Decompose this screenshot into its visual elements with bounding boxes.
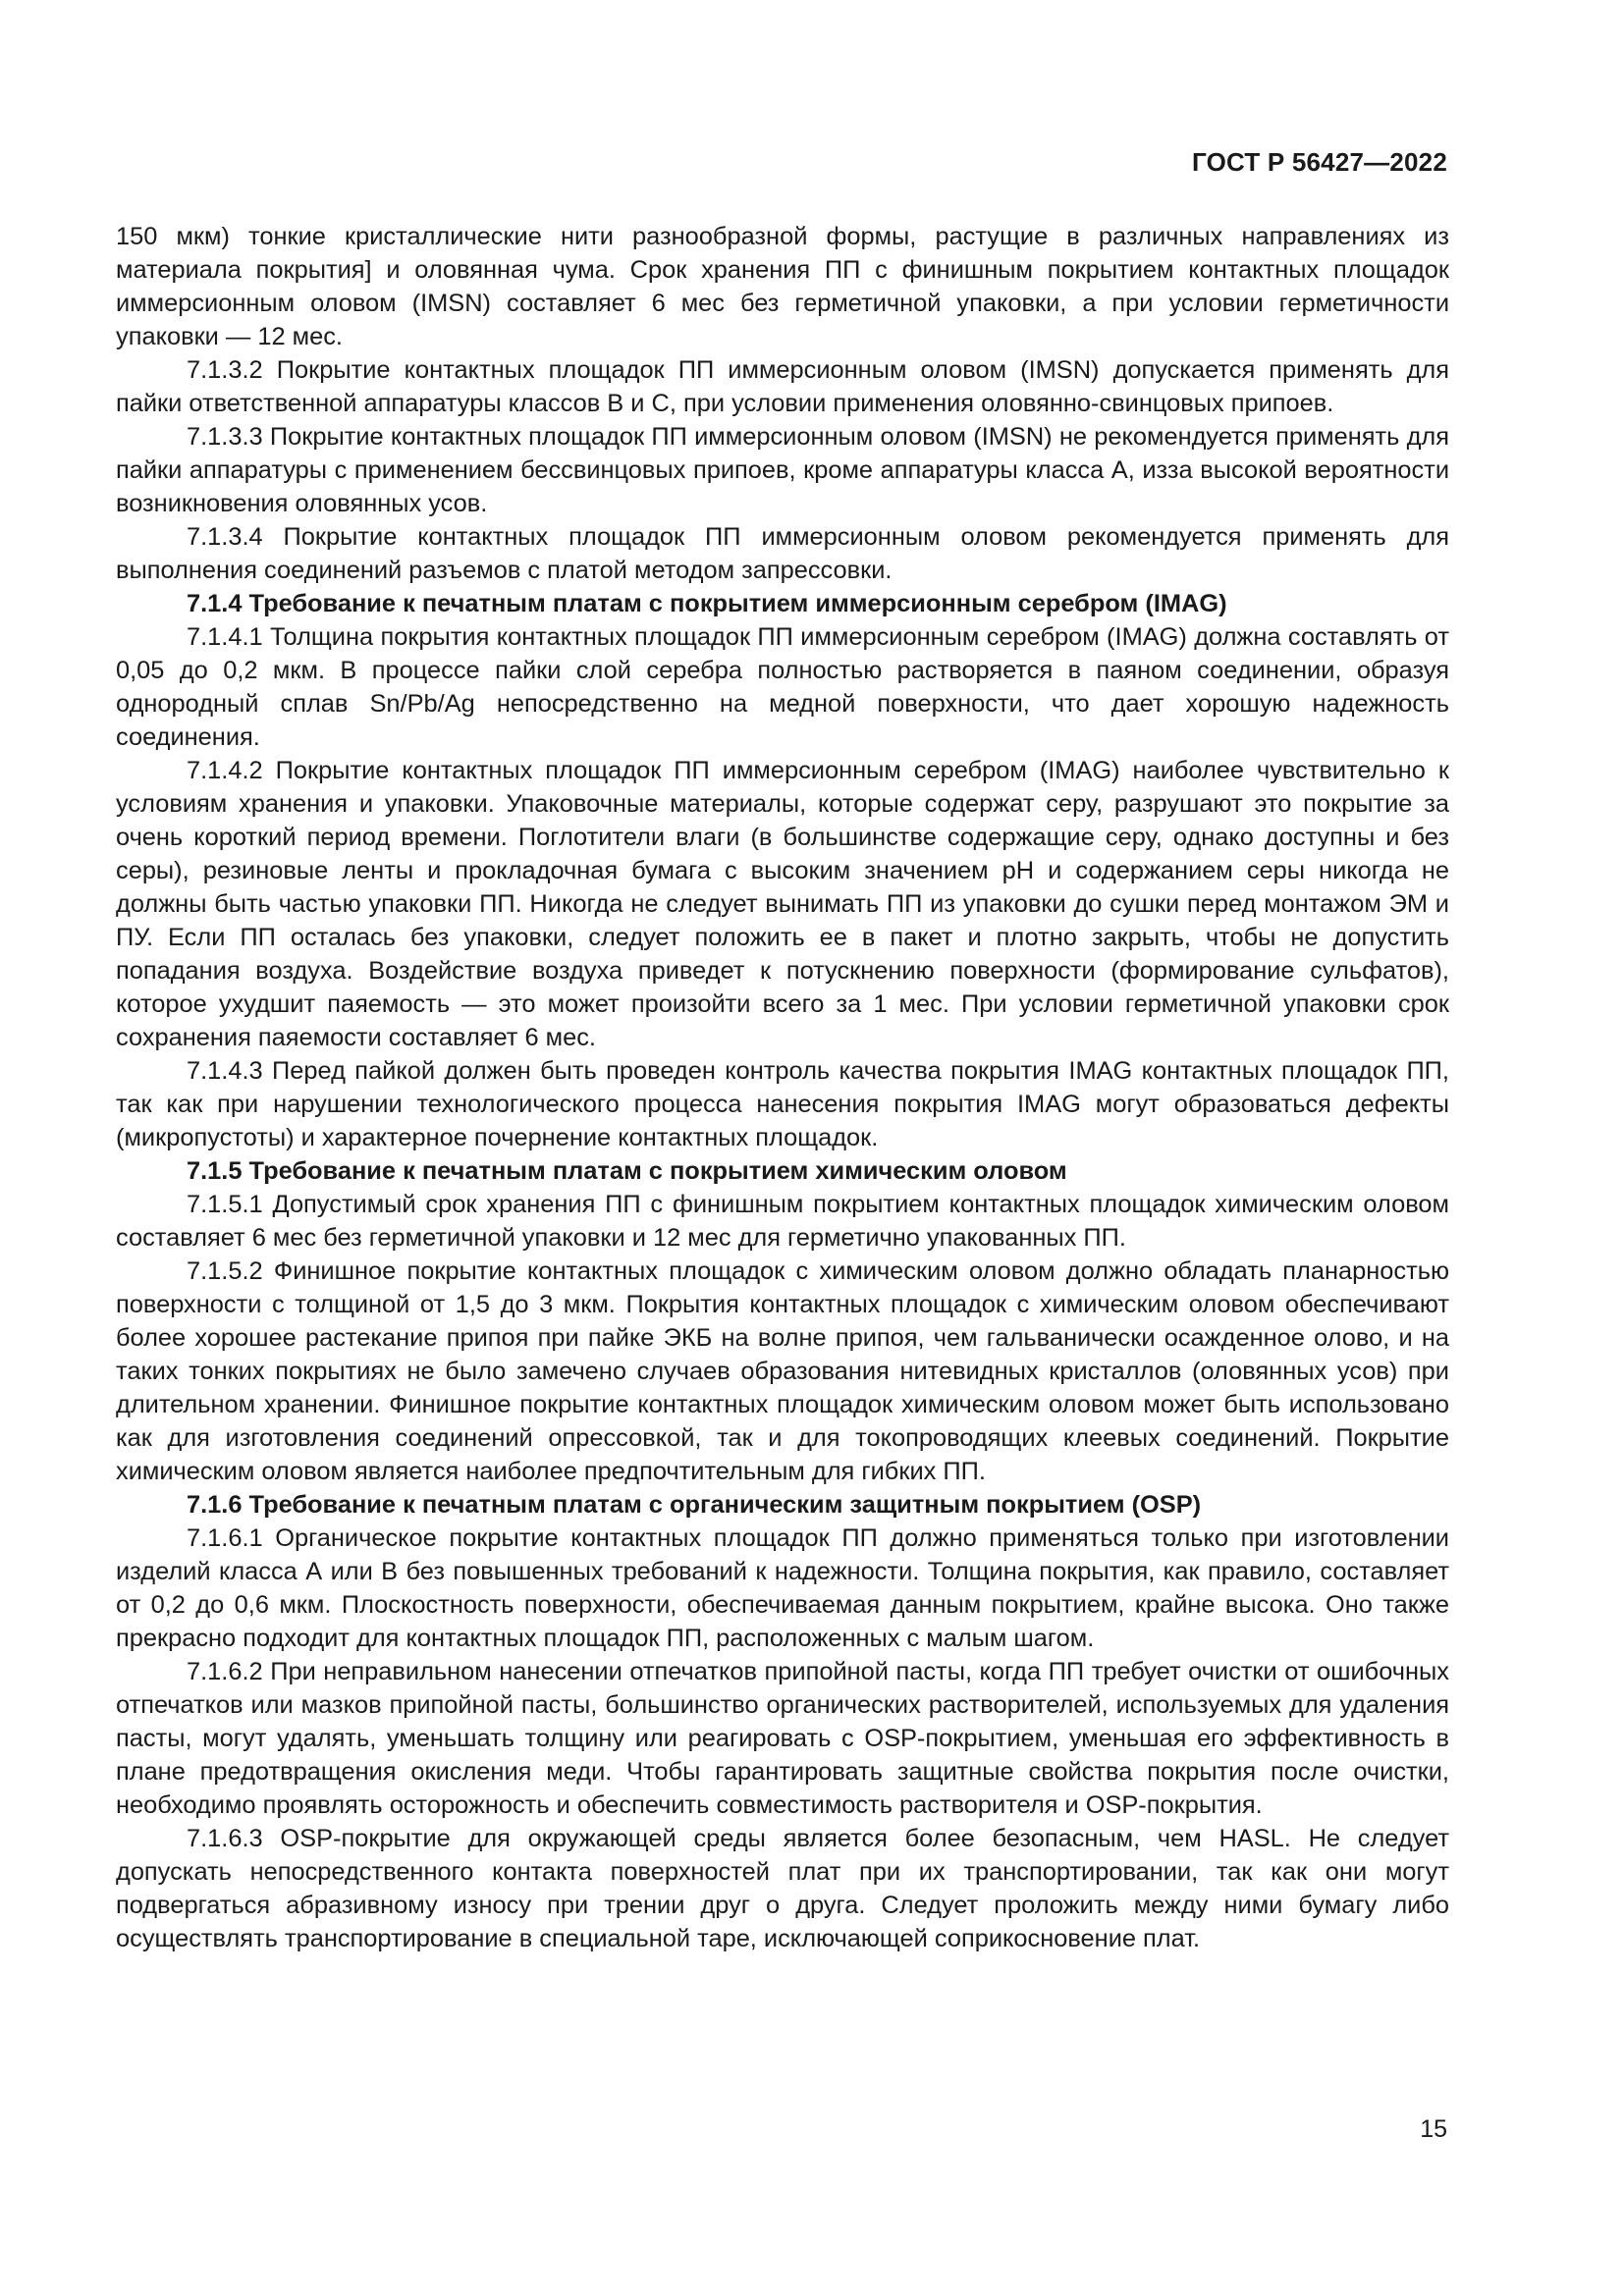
paragraph-7-1-4-3: 7.1.4.3 Перед пайкой должен быть проведен контроль качества покрытия IMAG контактных площадок ПП, так как при нарушении технологического процесса нанесения покрытия IMAG могут образоваться дефекты (микропустоты) и характерное почернение контактных площадок.: [116, 1057, 1449, 1151]
document-header: ГОСТ Р 56427—2022: [1192, 147, 1447, 177]
document-body: [116, 220, 1449, 1955]
paragraph-7-1-3-3: 7.1.3.3 Покрытие контактных площадок ПП иммерсионным оловом (IMSN) не рекомендуется применять для пайки аппаратуры с применением бессвинцовых припоев, кроме аппаратуры класса А, изза высокой вероятности возникновения оловянных усов.: [116, 423, 1449, 517]
paragraph-7-1-4-1: 7.1.4.1 Толщина покрытия контактных площадок ПП иммерсионным серебром (IMAG) должна составлять от 0,05 до 0,2 мкм. В процессе пайки слой серебра полностью растворяется в паяном соединении, образуя однородный сплав Sn/Pb/Ag непосредственно на медной поверхности, что дает хорошую надежность соединения.: [116, 623, 1449, 751]
paragraph-7-1-5-2: 7.1.5.2 Финишное покрытие контактных площадок с химическим оловом должно обладать планарностью поверхности с толщиной от 1,5 до 3 мкм. Покрытия контактных площадок с химическим оловом обеспечивают более хорошее растекание припоя при пайке ЭКБ на волне припоя, чем гальванически осажденное олово, и на таких тонких покрытиях не было замечено случаев образования нитевидных кристаллов (оловянных усов) при длительном хранении. Финишное покрытие контактных площадок химическим оловом может быть использовано как для изготовления соединений опрессовкой, так и для токопроводящих клеевых соединений. Покрытие химическим оловом является наиболее предпочтительным для гибких ПП.: [116, 1257, 1449, 1485]
paragraph-continuation: 150 мкм) тонкие кристаллические нити разнообразной формы, растущие в различных направлениях из материала покрытия] и оловянная чума. Срок хранения ПП с финишным покрытием контактных площадок иммерсионным оловом (IMSN) составляет 6 мес без герметичной упаковки, а при условии герметичности упаковки — 12 мес.: [116, 223, 1449, 350]
paragraph-7-1-6-3: 7.1.6.3 OSP-покрытие для окружающей среды является более безопасным, чем HASL. Не следует допускать непосредственного контакта поверхностей плат при их транспортировании, так как они могут подвергаться абразивному износу при трении друг о друга. Следует проложить между ними бумагу либо осуществлять транспортирование в специальной таре, исключающей соприкосновение плат.: [116, 1825, 1449, 1952]
paragraph-7-1-4-2: 7.1.4.2 Покрытие контактных площадок ПП иммерсионным серебром (IMAG) наиболее чувствительно к условиям хранения и упаковки. Упаковочные материалы, которые содержат серу, разрушают это покрытие за очень короткий период времени. Поглотители влаги (в большинстве содержащие серу, однако доступны и без серы), резиновые ленты и прокладочная бумага с высоким значением pH и содержанием серы никогда не должны быть частью упаковки ПП. Никогда не следует вынимать ПП из упаковки до сушки перед монтажом ЭМ и ПУ. Если ПП осталась без упаковки, следует положить ее в пакет и плотно закрыть, чтобы не допустить попадания воздуха. Воздействие воздуха приведет к потускнению поверхности (формирование сульфатов), которое ухудшит паяемость — это может произойти всего за 1 мес. При условии герметичной упаковки срок сохранения паяемости составляет 6 мес.: [116, 757, 1449, 1051]
section-heading-7-1-4: 7.1.4 Требование к печатным платам с покрытием иммерсионным серебром (IMAG): [187, 590, 1227, 617]
section-heading-7-1-5: 7.1.5 Требование к печатным платам с покрытием химическим оловом: [187, 1157, 1067, 1185]
paragraph-7-1-3-2: 7.1.3.2 Покрытие контактных площадок ПП иммерсионным оловом (IMSN) допускается применять для пайки ответственной аппаратуры классов В и С, при условии применения оловянно-свинцовых припоев.: [116, 356, 1449, 417]
paragraph-7-1-6-2: 7.1.6.2 При неправильном нанесении отпечатков припойной пасты, когда ПП требует очистки от ошибочных отпечатков или мазков припойной пасты, большинство органических растворителей, используемых для удаления пасты, могут удалять, уменьшать толщину или реагировать с OSP-покрытием, уменьшая его эффективность в плане предотвращения окисления меди. Чтобы гарантировать защитные свойства покрытия после очистки, необходимо проявлять осторожность и обеспечить совместимость растворителя и OSP-покрытия.: [116, 1658, 1449, 1819]
section-heading-7-1-6: 7.1.6 Требование к печатным платам с органическим защитным покрытием (OSP): [187, 1491, 1202, 1519]
page-number: 15: [1420, 2115, 1447, 2143]
paragraph-7-1-5-1: 7.1.5.1 Допустимый срок хранения ПП с финишным покрытием контактных площадок химическим оловом составляет 6 мес без герметичной упаковки и 12 мес для герметично упакованных ПП.: [116, 1191, 1449, 1252]
paragraph-7-1-6-1: 7.1.6.1 Органическое покрытие контактных площадок ПП должно применяться только при изготовлении изделий класса А или В без повышенных требований к надежности. Толщина покрытия, как правило, составляет от 0,2 до 0,6 мкм. Плоскостность поверхности, обеспечиваемая данным покрытием, крайне высока. Оно также прекрасно подходит для контактных площадок ПП, расположенных с малым шагом.: [116, 1524, 1449, 1652]
paragraph-7-1-3-4: 7.1.3.4 Покрытие контактных площадок ПП иммерсионным оловом рекомендуется применять для выполнения соединений разъемов с платой методом запрессовки.: [116, 523, 1449, 584]
